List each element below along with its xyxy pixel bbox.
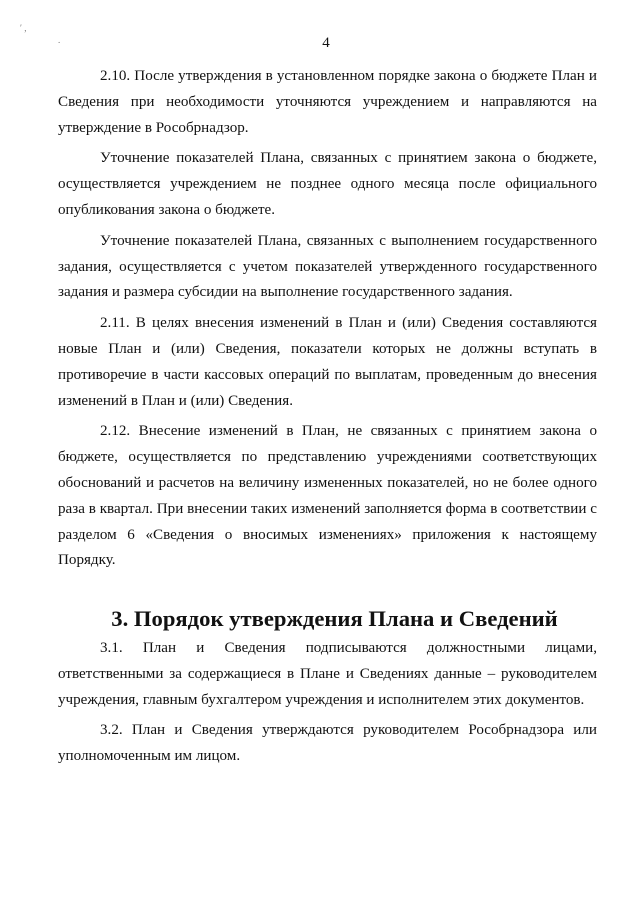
document-body bbox=[58, 64, 597, 770]
paragraph-2-12: 2.12. Внесение изменений в План, не связанных с принятием закона о бюджете, осуществляется по представлению учреждениями соответствующих обоснований и расчетов на величину измененных показателей, но не более одного раза в квартал. При внесении таких изменений заполняется форма в соответствии с разделом 6 «Сведения о вносимых изменениях» приложения к настоящему Порядку. bbox=[58, 423, 597, 569]
paragraph-2-11: 2.11. В целях внесения изменений в План и (или) Сведения составляются новые План и (или) Сведения, показатели которых не должны вступать в противоречие в части кассовых операций по выплатам, проведенным до внесения изменений в План и (или) Сведения. bbox=[58, 315, 597, 409]
scan-artifact-dot: . bbox=[58, 35, 61, 45]
page-number: 4 bbox=[322, 35, 330, 51]
section-3-heading: 3. Порядок утверждения Плана и Сведений bbox=[111, 606, 558, 632]
paragraph-2-10: 2.10. После утверждения в установленном порядке закона о бюджете План и Сведения при необходимости уточняются учреждением и направляются на утверждение в Рособрнадзор. bbox=[58, 68, 597, 136]
paragraph-plan-budget-law: Уточнение показателей Плана, связанных с принятием закона о бюджете, осуществляется учреждением не позднее одного месяца после официального опубликования закона о бюджете. bbox=[58, 150, 597, 218]
paragraph-3-1: 3.1. План и Сведения подписываются должностными лицами, ответственными за содержащиеся в Плане и Сведениях данные – руководителем учреждения, главным бухгалтером учреждения и исполнителем этих документов. bbox=[58, 639, 597, 708]
paragraph-3-2: 3.2. План и Сведения утверждаются руководителем Рособрнадзора или уполномоченным им лицом. bbox=[58, 722, 597, 765]
scan-artifact-mark: ′ , bbox=[20, 23, 27, 33]
paragraph-plan-state-task: Уточнение показателей Плана, связанных с выполнением государственного задания, осуществляется с учетом показателей утвержденного государственного задания и размера субсидии на выполнение государственного задания. bbox=[58, 232, 597, 301]
